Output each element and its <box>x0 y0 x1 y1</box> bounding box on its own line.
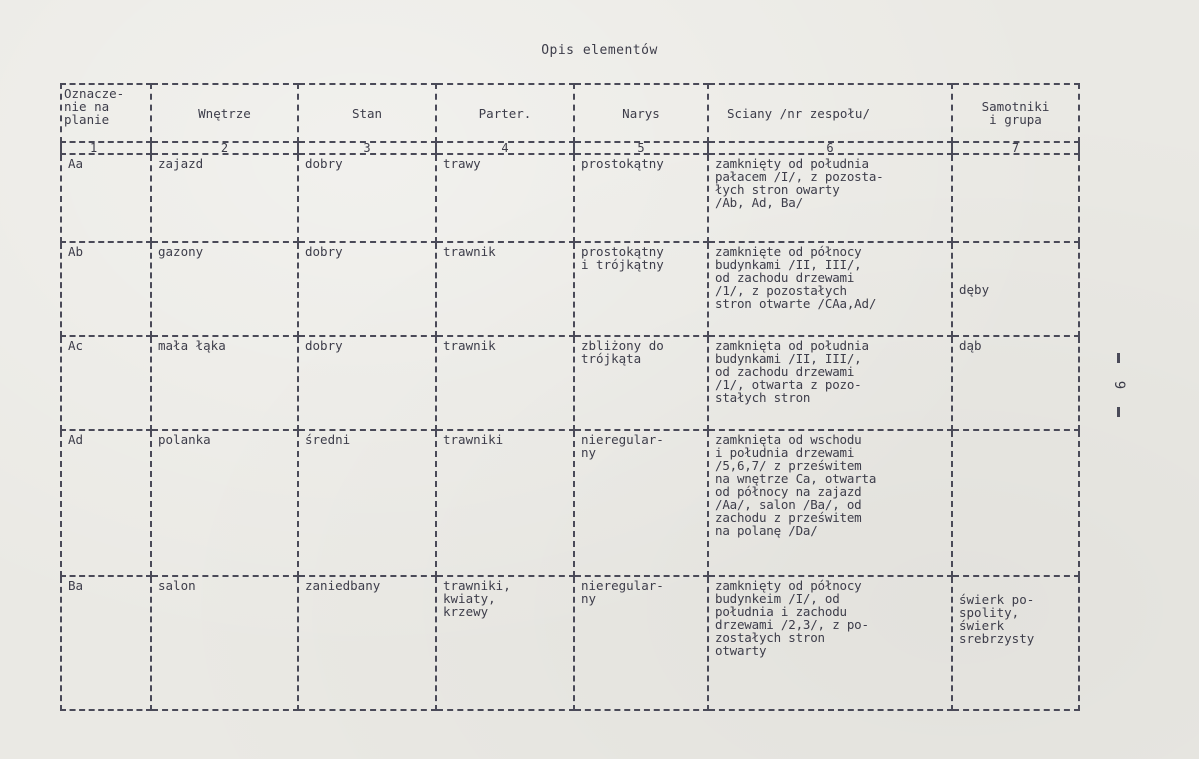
page-number-digit: 9 <box>1111 380 1127 390</box>
column-number: 3 <box>298 142 436 154</box>
cell-state: średni <box>298 430 436 576</box>
cell-solitaires <box>952 154 1079 242</box>
document-title: Opis elementów <box>541 43 658 58</box>
page-number-dash <box>1117 353 1120 363</box>
column-number: 4 <box>436 142 574 154</box>
cell-outline: zbliżony do trójkąta <box>574 336 708 430</box>
cell-solitaires: świerk po- spolity, świerk srebrzysty <box>952 576 1079 710</box>
header-designation: Oznacze- nie na planie <box>61 84 151 142</box>
table-header-row <box>61 84 1079 142</box>
page-number <box>1110 353 1130 433</box>
column-number-row <box>61 142 1079 154</box>
cell-code: Ad <box>61 430 151 576</box>
cell-state: zaniedbany <box>298 576 436 710</box>
cell-outline: nieregular- ny <box>574 430 708 576</box>
cell-parterre: trawnik <box>436 242 574 336</box>
header-solitaires: Samotniki i grupa <box>952 84 1079 142</box>
cell-parterre: trawnik <box>436 336 574 430</box>
header-state: Stan <box>298 84 436 142</box>
cell-walls: zamknięte od północy budynkami /II, III/, od zachodu drzewami /1/, z pozostałych stron otwarte /CAa,Ad/ <box>708 242 952 336</box>
cell-parterre: trawniki <box>436 430 574 576</box>
cell-solitaires: dąb <box>952 336 1079 430</box>
header-interior: Wnętrze <box>151 84 298 142</box>
table-row <box>61 336 1079 430</box>
cell-walls: zamknięta od wschodu i południa drzewami /5,6,7/ z prześwitem na wnętrze Ca, otwarta od północy na zajazd /Aa/, salon /Ba/, od zachodu z prześwitem na polanę /Da/ <box>708 430 952 576</box>
cell-interior: gazony <box>151 242 298 336</box>
column-number: 5 <box>574 142 708 154</box>
table-row <box>61 430 1079 576</box>
cell-code: Aa <box>61 154 151 242</box>
table-row <box>61 154 1079 242</box>
cell-outline: prostokątny <box>574 154 708 242</box>
column-number: 7 <box>952 142 1079 154</box>
page-number-dash <box>1117 407 1120 417</box>
header-walls: Sciany /nr zespołu/ <box>708 84 952 142</box>
cell-walls: zamknięty od północy budynkeim /I/, od południa i zachodu drzewami /2,3/, z po- zostałych stron otwarty <box>708 576 952 710</box>
cell-walls: zamknięty od południa pałacem /I/, z pozosta- łych stron owarty /Ab, Ad, Ba/ <box>708 154 952 242</box>
cell-solitaires <box>952 430 1079 576</box>
cell-code: Ba <box>61 576 151 710</box>
cell-solitaires: dęby <box>952 242 1079 336</box>
cell-outline: prostokątny i trójkątny <box>574 242 708 336</box>
cell-interior: polanka <box>151 430 298 576</box>
cell-parterre: trawniki, kwiaty, krzewy <box>436 576 574 710</box>
cell-outline: nieregular- ny <box>574 576 708 710</box>
cell-interior: salon <box>151 576 298 710</box>
elements-table <box>60 83 1080 711</box>
column-number: 2 <box>151 142 298 154</box>
column-number: 1 <box>61 142 151 154</box>
cell-code: Ac <box>61 336 151 430</box>
cell-walls: zamknięta od południa budynkami /II, III/, od zachodu drzewami /1/, otwarta z pozo- stałych stron <box>708 336 952 430</box>
header-parterre: Parter. <box>436 84 574 142</box>
cell-interior: zajazd <box>151 154 298 242</box>
cell-state: dobry <box>298 154 436 242</box>
cell-state: dobry <box>298 242 436 336</box>
cell-interior: mała łąka <box>151 336 298 430</box>
cell-parterre: trawy <box>436 154 574 242</box>
column-number: 6 <box>708 142 952 154</box>
cell-state: dobry <box>298 336 436 430</box>
table-row <box>61 242 1079 336</box>
header-outline: Narys <box>574 84 708 142</box>
table-row <box>61 576 1079 710</box>
cell-code: Ab <box>61 242 151 336</box>
